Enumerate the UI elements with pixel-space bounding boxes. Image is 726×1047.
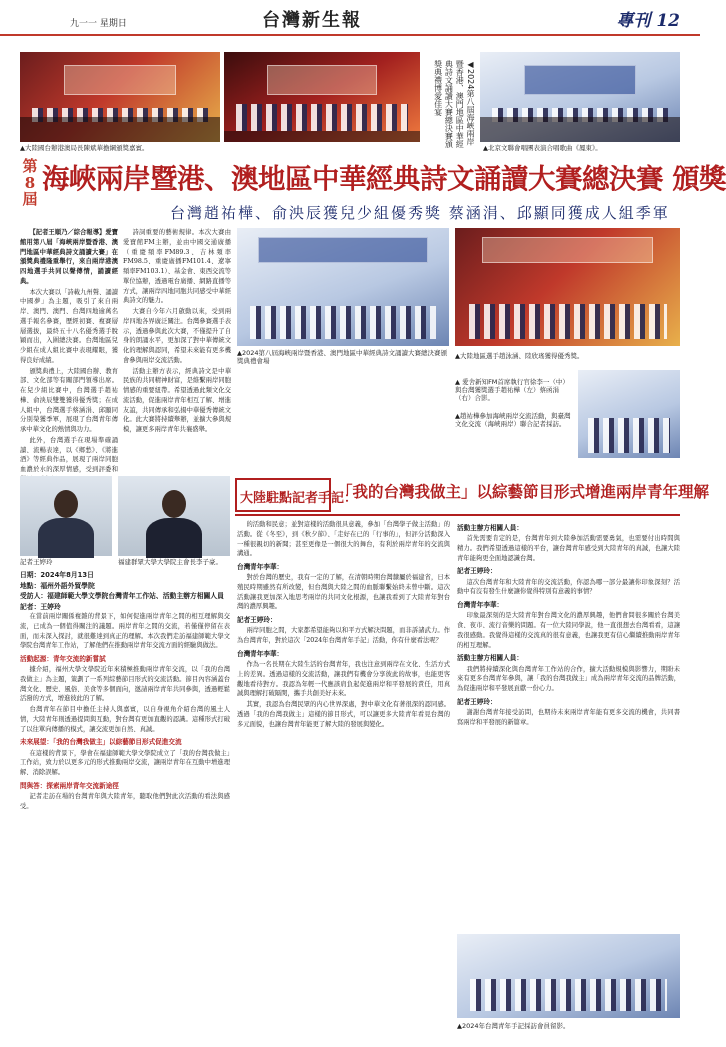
speaker-label: 台灣青年李華： [457,601,504,610]
article2-column-a [20,612,230,1032]
speaker-label: 台灣青年李華： [237,649,284,658]
article2-paragraph: 台灣青年在節目中擔任主持人與嘉賓，以自身視角介紹台灣的風土人情，大陸青年則透過提問與互動，對台灣有更加直觀的認識。這種形式打破了以往單向傳播的模式，讓交流更加自然、真誠。 [20,706,230,733]
article1-paragraph: 頒獎典禮上，大陸國台辦、教育部、文化部等有關部門領導出席。在兒少組比賽中，台灣選手趙祐樺、俞泱辰雙雙獲得優秀獎；在成人組中，台灣選手蔡涵涓、邱顯同分別榮獲季軍，展現了台灣青年傳承中華文化的熱情與功力。 [20,367,118,433]
article2-column-b [237,520,450,1035]
interview-info [20,570,230,612]
article2-paragraph: 作為一名長期在大陸生活的台灣青年，我也注意到兩岸在文化、生活方式上的差異。透過這樣的交流活動，讓我們有機會分享彼此的故事，也能更客觀地看待對方。我認為年輕一代應該肩負起促進兩岸和平發展的責任，用真誠與理解打破隔閡，攜手共創美好未來。 [237,661,450,698]
photo-caption-adult-winners: ▲大陸地區選手趙泳涵、陸欣瑤獲得優秀獎。 [455,352,584,360]
article1-paragraph: 詩詞重要的藝術規律。本次大賽由愛寶館FM主辦，並由中國交通廣播（重慶頻率FM89.3、吉林頻率FM98.5、重慶廣播FM101.4、遼寧頻率FM103.1）、基金會、東西交流等單位協辦，透過電台廣播、網路直播等方式，讓兩岸四地同胞共同感受中華經典詩文的魅力。 [123,229,231,305]
photo-hotel-group [578,370,680,458]
photo-caption-right: ▲北京文聯會唱團表演合唱歌曲《鳳東》。 [483,144,602,152]
article2-paragraph: 印象最深刻的是大陸青年對台灣文化的濃厚興趣，他們會問很多關於台灣美食、夜市、流行音樂的問題。有一位大陸同學說，他一直很想去台灣看看，這讓我很感動。我覺得這樣的交流真的很有意義，也讓我更有信心繼續推動兩岸青年的相互理解。 [457,612,680,649]
info-location: 地點：福州外語外貿學院 [20,581,95,590]
photo-caption-bottom: ▲2024年台灣青年手記採訪會員留影。 [457,1022,570,1030]
photo-award-ceremony-left [20,52,220,142]
info-host: 受訪人：福建師範大學文學院台灣青年工作站、活動主辦方相關人員 [20,592,224,601]
article2-subheading: 活動起源：青年交流的新嘗試 [20,655,106,663]
photo-interview-group [457,934,680,1018]
article2-paragraph: 這次台灣青年和大陸青年的交流活動，你認為哪一部分最讓你印象深刻？活動中有沒有發生什麼讓你覺得特別有意義的事情？ [457,578,680,596]
issue-date: 九一一 星期日 [70,19,127,29]
article2-column-c [457,520,680,930]
speaker-label: 記者王婷玲： [457,697,497,706]
section-label: 專刊 12 [616,11,680,31]
info-date: 日期：2024年8月13日 [20,571,94,579]
article2-subheading: 問與答：探索兩岸青年交流新途徑 [20,781,119,790]
info-reporter: 記者：王婷玲 [20,602,61,611]
article2-paragraph: 其實，我認為台灣民眾的内心世界深處，對中華文化有著很深的認同感。透過「我的台灣我做主」這樣的節目形式，可以讓更多大陸青年看見台灣的多元面貌，也讓台灣青年能更了解大陸的發展與變化。 [237,701,450,728]
newspaper-title: 台灣新生報 [262,10,362,31]
edition-badge: 第8屆 [22,157,38,208]
main-subhead: 台灣趙祐樺、俞泱辰獲兒少組優秀獎 蔡涵涓、邱顯同獲成人組季軍 [170,204,670,222]
article1-paragraph: 此外，台灣選手在現場準確誦讀、流暢表達，以《鄉愁》、《將進酒》等經典作品，展現了兩岸同胞血濃於水的深厚情感，受到評委和 [20,436,118,473]
article1-paragraph: 活動主辦方表示，經典詩文是中華民族的共同精神財富，是維繫兩岸同胞情感的重要紐帶。希望透過此類文化交流活動，促進兩岸青年相互了解、增進友誼，共同傳承和弘揚中華優秀傳統文化。此大賽將持續舉辦，並擴大參與規模，讓更多兩岸青年共襄盛舉。 [123,367,231,433]
main-headline: 海峽兩岸暨港、澳地區中華經典詩文誦讀大賽總決賽 頒獎 [42,163,726,195]
divider [235,514,680,516]
photo-caption-hotel-2: ▲趙祐樺參加海峽兩岸交流活動，與臺灣文化交流（海峽兩岸）聯合記者採訪。 [455,412,571,429]
vertical-photo-caption: ◀2024第八屆海峽兩岸暨香港、澳門地區中華經典詩文誦讀大賽總決賽頒獎典禮博愛佳宴 [433,60,475,148]
article2-label-box [235,478,358,512]
photo-excellence-award-stage [237,228,449,346]
article2-label: 大陸駐點記者手記： [240,491,358,506]
photo-caption-stage: ▲2024第八屆海峽兩岸暨香港、澳門地區中華經典詩文誦讀大賽總決賽頒獎典禮會場 [237,349,448,366]
photo-caption-hotel-1: ▲ 愛舍新知FM首席執行官徐李一（中）與台灣獲獎選手趙祐樺（左）蔡函涓（右）合影。 [455,378,569,403]
photo-caption-reporter: 記者王婷玲 [20,558,53,566]
photo-caption-interviewee: 福建群眾大學大學院主會長李子豪。 [118,558,222,566]
photo-group-winners [224,52,420,142]
article1-paragraph: 大賽自今年六月啟動以來，受到兩岸四地各界廣泛關注。台灣參賽選手表示，透過參與此次大賽，不僅提升了自身的朗誦水平，更加深了對中華傳統文化的理解與認同，希望未來能有更多機會參與兩岸交流活動。 [123,308,231,364]
speaker-label: 記者王婷玲： [237,616,277,625]
article1-column-1 [20,228,118,473]
article2-headline: 「我的台灣我做主」以綜藝節目形式增進兩岸青年理解 [337,483,710,501]
article2-paragraph: 在這樣的背景下，學會在福建師範大學文學院成立了「我的台灣我做主」工作站，致力於以更多元的形式推動兩岸交流，讓兩岸青年在互動中增進理解、消除誤解。 [20,749,230,777]
article2-paragraph: 我們將持續深化與台灣青年工作站的合作，擴大活動規模與影響力，期盼未來有更多台灣青年參與，讓「我的台灣我做主」成為兩岸青年交流的品牌活動，為促進兩岸和平發展貢獻一份心力。 [457,665,680,693]
article2-paragraph: 的活動和民意；並對這樣的活動很具意義，參加「台灣學子做主活動」的活動。從《冬至》，到《秋夕節》、「走好在已的「行事的」，但評分活動深入一種很親切的新聞；甚至更像是一個很大的舞台，有利於兩岸青年的交流與溝通。 [237,521,450,558]
photo-adult-winners [455,228,680,346]
speaker-label: 活動主辦方相關人員： [457,654,523,663]
photo-reporter [20,476,112,556]
article2-paragraph: 謝謝台灣青年接受訪問，也期待未來兩岸青年能有更多交流的機會，共同書寫兩岸和平發展的新篇章。 [457,709,680,726]
article2-paragraph: 在當前兩岸關係複雜的背景下，如何促進兩岸青年之間的相互理解與交流，已成為一個值得關注的議題。兩岸青年之間的交流，若僅僅停留在表面，而未深入探討，就很難達到真正的理解。本次我們走訪福建師範大學文學院台灣青年工作站，了解他們在推動兩岸青年交流方面的經驗與做法。 [20,613,230,650]
photo-caption-left: ▲大陸國台辦港澳局長陳斌華擔綱頒獎嘉賓。 [20,144,149,152]
masthead [0,0,700,36]
article2-paragraph: 兩岸同胞之間，大家都希望能夠以和平方式解決問題，而非訴諸武力。作為台灣青年，對於這次「2024年台灣青年手記」活動，你有什麼看法呢？ [237,627,450,645]
article1-lead: 【記者王順乃／綜合報導】愛寶館用第八屆「海峽兩岸暨香港、澳門地區中華經典詩文誦讀大賽」在頒獎典禮隆重舉行，來自兩岸港澳四地選手共同以聲傳情，誦讀經典。 [20,229,118,285]
article1-column-2 [123,228,231,464]
article2-subheading: 未來展望：「我的台灣我做主」以綜藝節目形式促進交流 [20,738,182,747]
speaker-label: 台灣青年李華： [237,563,284,571]
article2-paragraph: 對於台灣的歷史，我有一定的了解，在清朝時期台灣隸屬於福建省，日本殖民時期雖然有所改變，但台灣與大陸之間的血脈聯繫始終未曾中斷。這次活動讓我更加深入地思考兩岸的共同文化根源，也讓我看到了大陸青年對台灣的濃厚興趣。 [237,574,450,611]
article1-paragraph: 本次大賽以「詩載九州聲、誦讀中國夢」為主題，吸引了來自兩岸、澳門、澳門、台灣四地逾萬名選手報名參賽，歷經初賽、複賽層層選拔，最終五十八名優秀選手脫穎而出，入圍總決賽。台灣地區兒少組在成人組比賽中表現耀眼，獲得良好成績。 [20,288,118,364]
speaker-label: 記者王婷玲： [457,567,497,576]
article2-paragraph: 記者走訪在場的台灣青年與大陸青年，聽取他們對此次活動的看法與感受。 [20,793,230,810]
speaker-label: 活動主辦方相關人員： [457,524,523,532]
photo-interviewee [118,476,230,556]
article2-paragraph: 據介紹，福州大學文學院近年來積極推動兩岸青年交流，以「我的台灣我做主」為主題，策劃了一系列綜藝節目形式的交流活動。節目內容涵蓋台灣文化、歷史、風俗、美食等多個面向，邀請兩岸青年共同參與，透過輕鬆活潑的方式，增進彼此的了解。 [20,666,230,703]
photo-choir-performance [480,52,680,142]
article2-paragraph: 首先需要肯定的是，台灣青年到大陸參加活動需要勇氣，也需要付出時間與精力。我們希望透過這樣的平台，讓台灣青年感受到大陸青年的真誠，也讓大陸青年能夠更全面地認識台灣。 [457,535,680,562]
